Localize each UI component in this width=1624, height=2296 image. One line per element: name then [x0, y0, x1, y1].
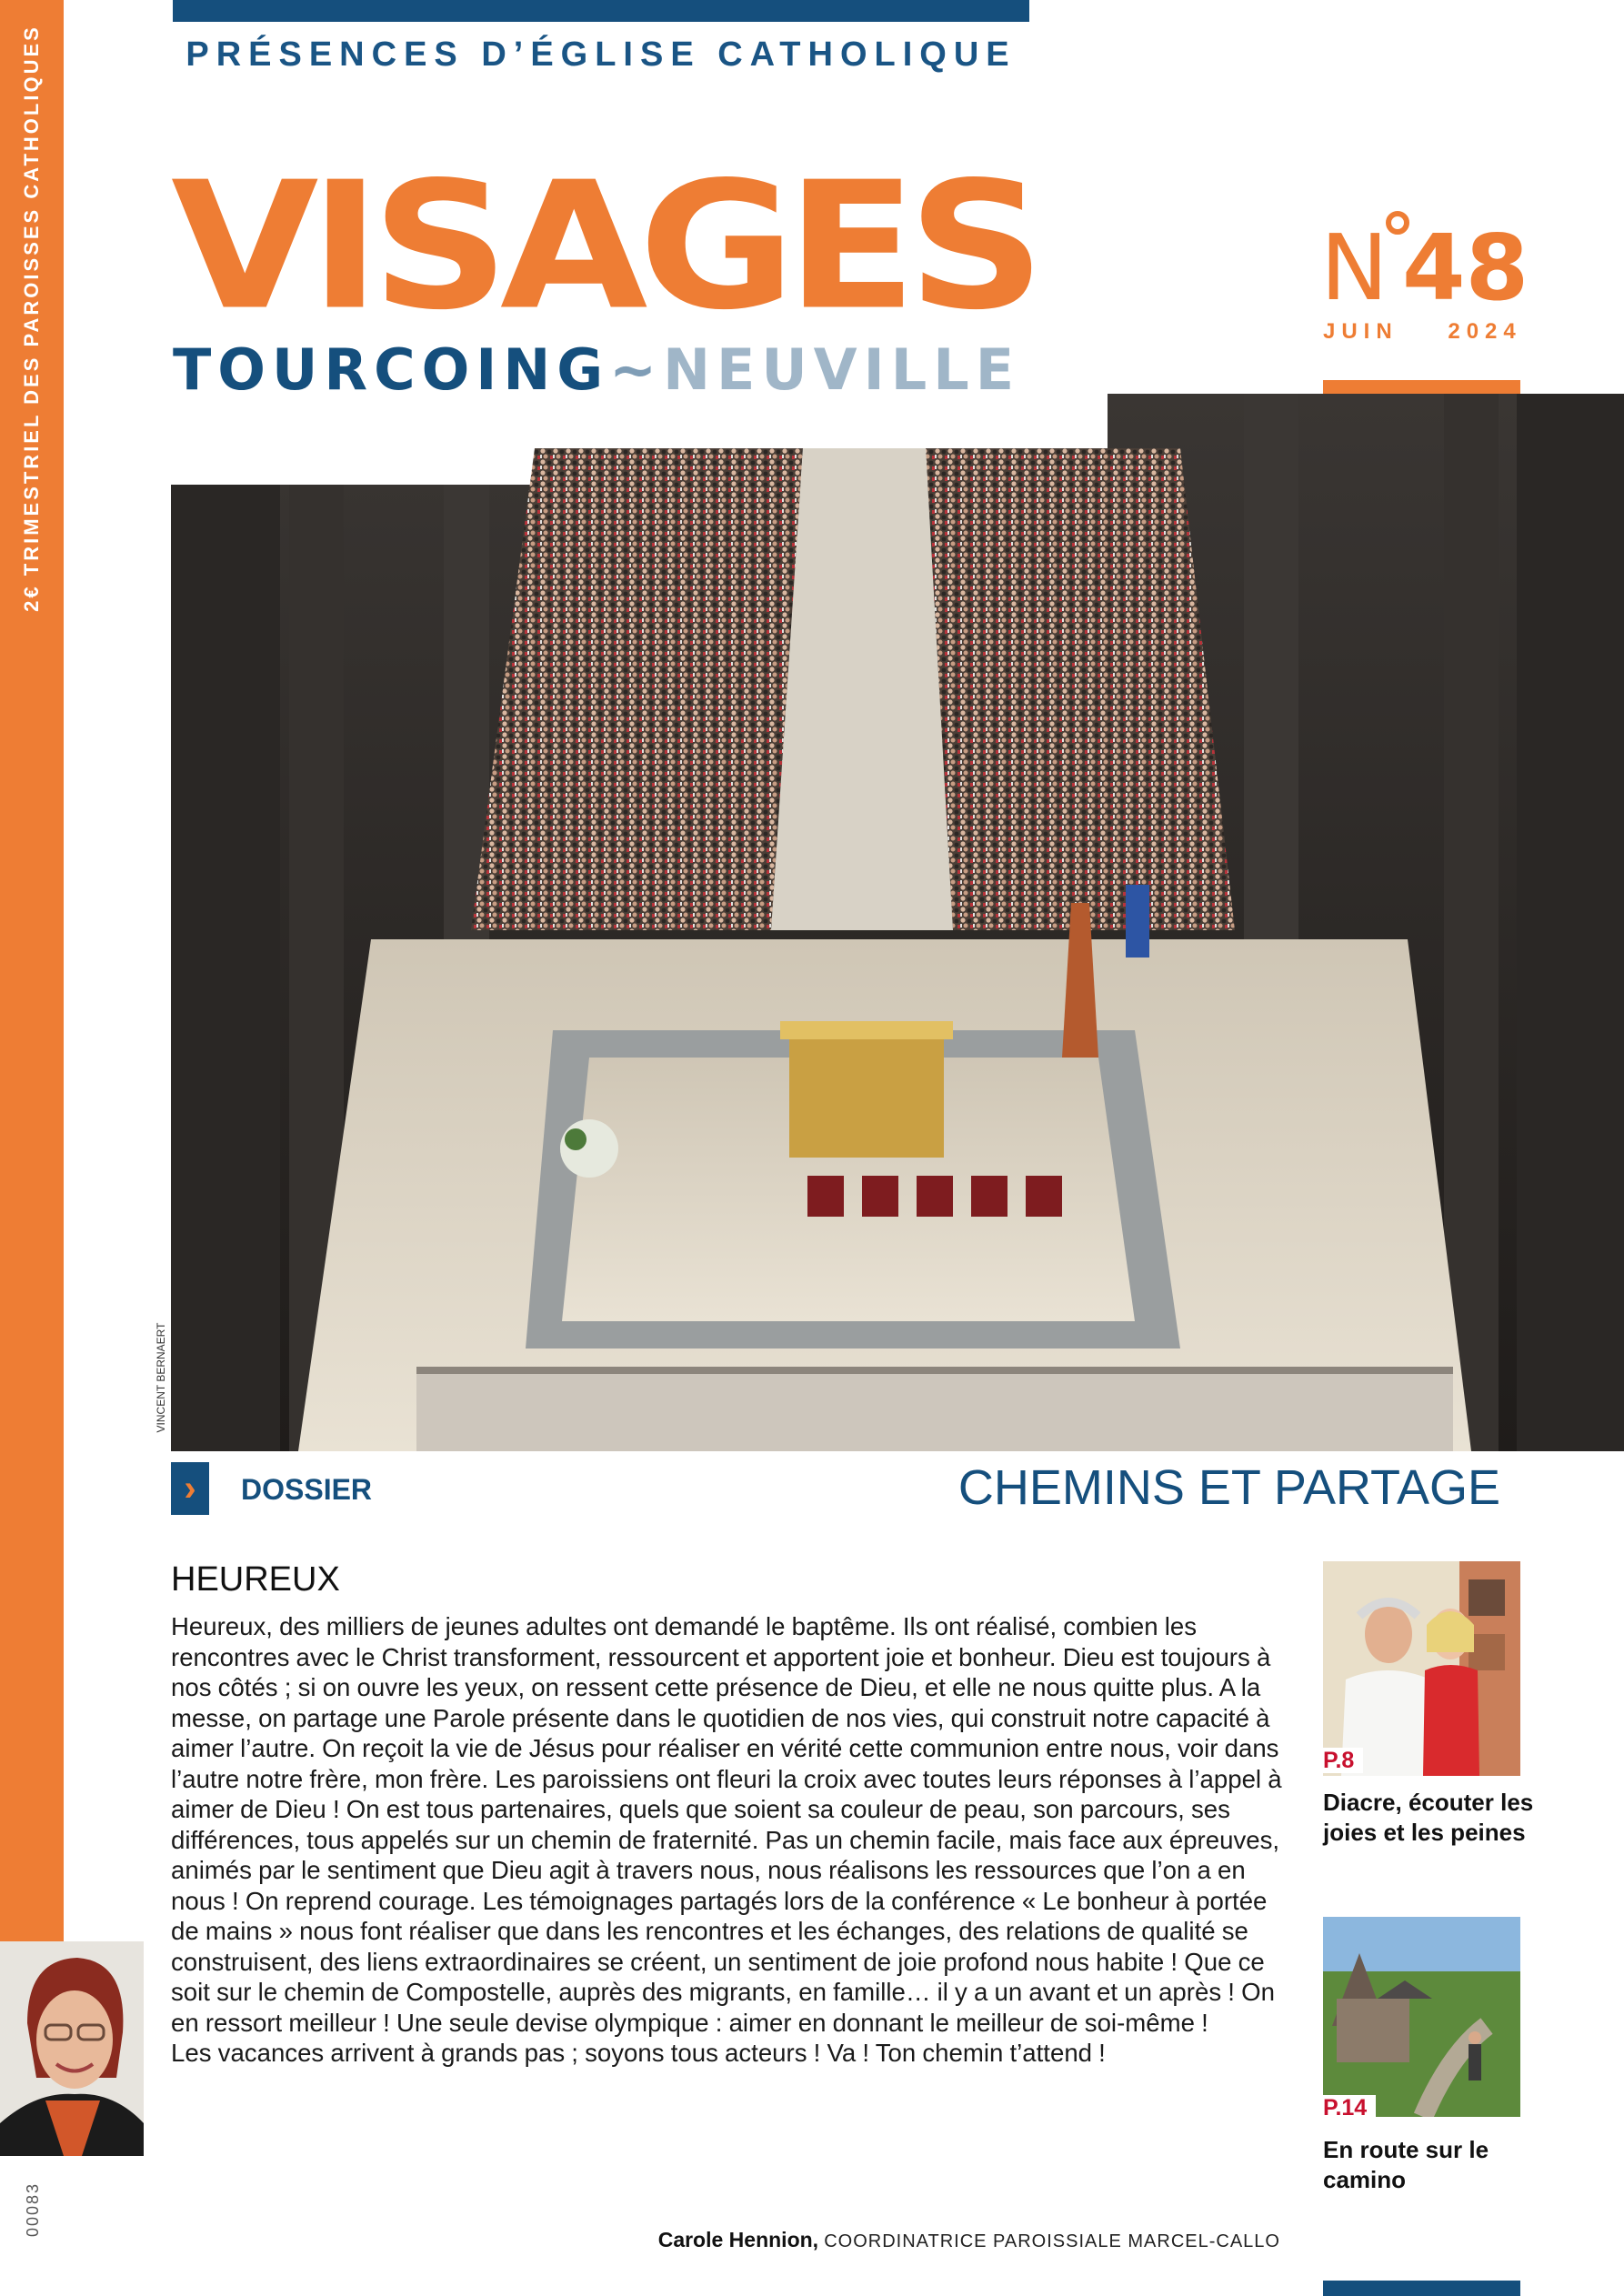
article-paragraph: Heureux, des milliers de jeunes adultes ont demandé le baptême. Ils ont réalisé, combien les rencontres avec le Christ transforment, ressourcent et apportent joie et bonheur. Dieu est toujours à nos côtés ; si on ouvre les yeux, on ressent cette présence de Dieu, et elle ne nous quitte plus. A la messe, on partage une Parole présente dans le quotidien de nos vies, qui construit notre capacité à aimer l’autre. On reçoit la vie de Jésus pour réaliser en vérité cette communion entre nous, voir dans l’autre notre frère, mon frère. Les paroissiens ont fleuri la croix avec toutes leurs réponses à l’appel à aimer de Dieu ! On est tous partenaires, quels que soient sa couleur de peau, son parcours, ses différences, tous appelés sur un chemin de fraternité. Pas un chemin facile, mais face aux épreuves, animés par le sentiment que Dieu agit à travers nous, nous réalisons les ressources que l’on a en nous ! On reprend courage. Les témoignages partagés lors de la conférence « Le bonheur à portée de mains » nous font réaliser que dans les rencontres et les échanges, des relations de qualité se construisent, des liens extraordinaires se créent, un sentiment de joie profond nous habite ! Que ce soit sur le chemin de Compostelle, auprès des migrants, en famille… il y a un avant et un après ! On en ressort meilleur ! Une seule devise olympique : aimer en donnant le meilleur de soi-même ! [171, 1612, 1282, 2037]
author-name: Carole Hennion, [657, 2228, 819, 2251]
issue-underline-bar [1323, 380, 1520, 395]
teaser-page-tag [1323, 2093, 1376, 2122]
article-heading: HEUREUX [171, 1560, 340, 1599]
teaser-photo-camino[interactable] [1323, 1917, 1520, 2117]
issue-code: 00083 [24, 2181, 42, 2238]
dossier-title: CHEMINS ET PARTAGE [957, 1460, 1500, 1515]
cover-photo [171, 394, 1624, 1451]
subtitle-tourcoing: TOURCOING [173, 336, 610, 403]
issue-year: 2024 [1448, 319, 1522, 344]
teaser-page-p14: P.14 [1323, 2095, 1376, 2121]
teaser-page-p8: P.8 [1323, 1748, 1363, 1773]
teaser-text-deacon[interactable]: Diacre, écouter les joies et les peines [1323, 1789, 1534, 1846]
issue-prefix: N [1320, 215, 1388, 321]
masthead-kicker: PRÉSENCES D’ÉGLISE CATHOLIQUE [185, 35, 1017, 74]
dossier-chevron-icon: › [171, 1462, 209, 1515]
cathedral-photo-illustration [171, 394, 1624, 1451]
issue-number [1320, 215, 1539, 321]
teaser-deacon-illustration [1323, 1561, 1520, 1776]
spine-price-text: 2€ TRIMESTRIEL DES PAROISSES CATHOLIQUES [20, 25, 43, 612]
masthead-subtitle [173, 338, 1020, 402]
subtitle-separator: ~ [609, 336, 664, 403]
author-portrait-illustration [0, 1941, 144, 2156]
article-closing: Les vacances arrivent à grands pas ; soyons tous acteurs ! Va ! Ton chemin t’attend ! [171, 2039, 1106, 2067]
issue-month: JUIN [1323, 319, 1398, 344]
issue-date [1323, 318, 1523, 346]
subtitle-neuville: NEUVILLE [663, 336, 1021, 403]
author-portrait [0, 1941, 144, 2156]
article-signature [364, 2224, 1280, 2255]
author-role: COORDINATRICE PAROISSIALE MARCEL-CALLO [824, 2231, 1280, 2251]
masthead-title: VISAGES [171, 144, 1037, 349]
teaser-camino-illustration [1323, 1917, 1520, 2117]
teaser-text-camino[interactable]: En route sur le camino [1323, 2136, 1489, 2193]
bottom-navy-bar [1323, 2281, 1520, 2296]
article-body [171, 1611, 1300, 2069]
top-navy-bar [173, 0, 1029, 22]
teaser-photo-deacon[interactable] [1323, 1561, 1520, 1776]
issue-digits: 48 [1402, 215, 1529, 321]
photo-credit: VINCENT BERNAERT [155, 1322, 167, 1433]
teaser-page-tag [1323, 1746, 1363, 1775]
dossier-label: DOSSIER [241, 1473, 373, 1506]
